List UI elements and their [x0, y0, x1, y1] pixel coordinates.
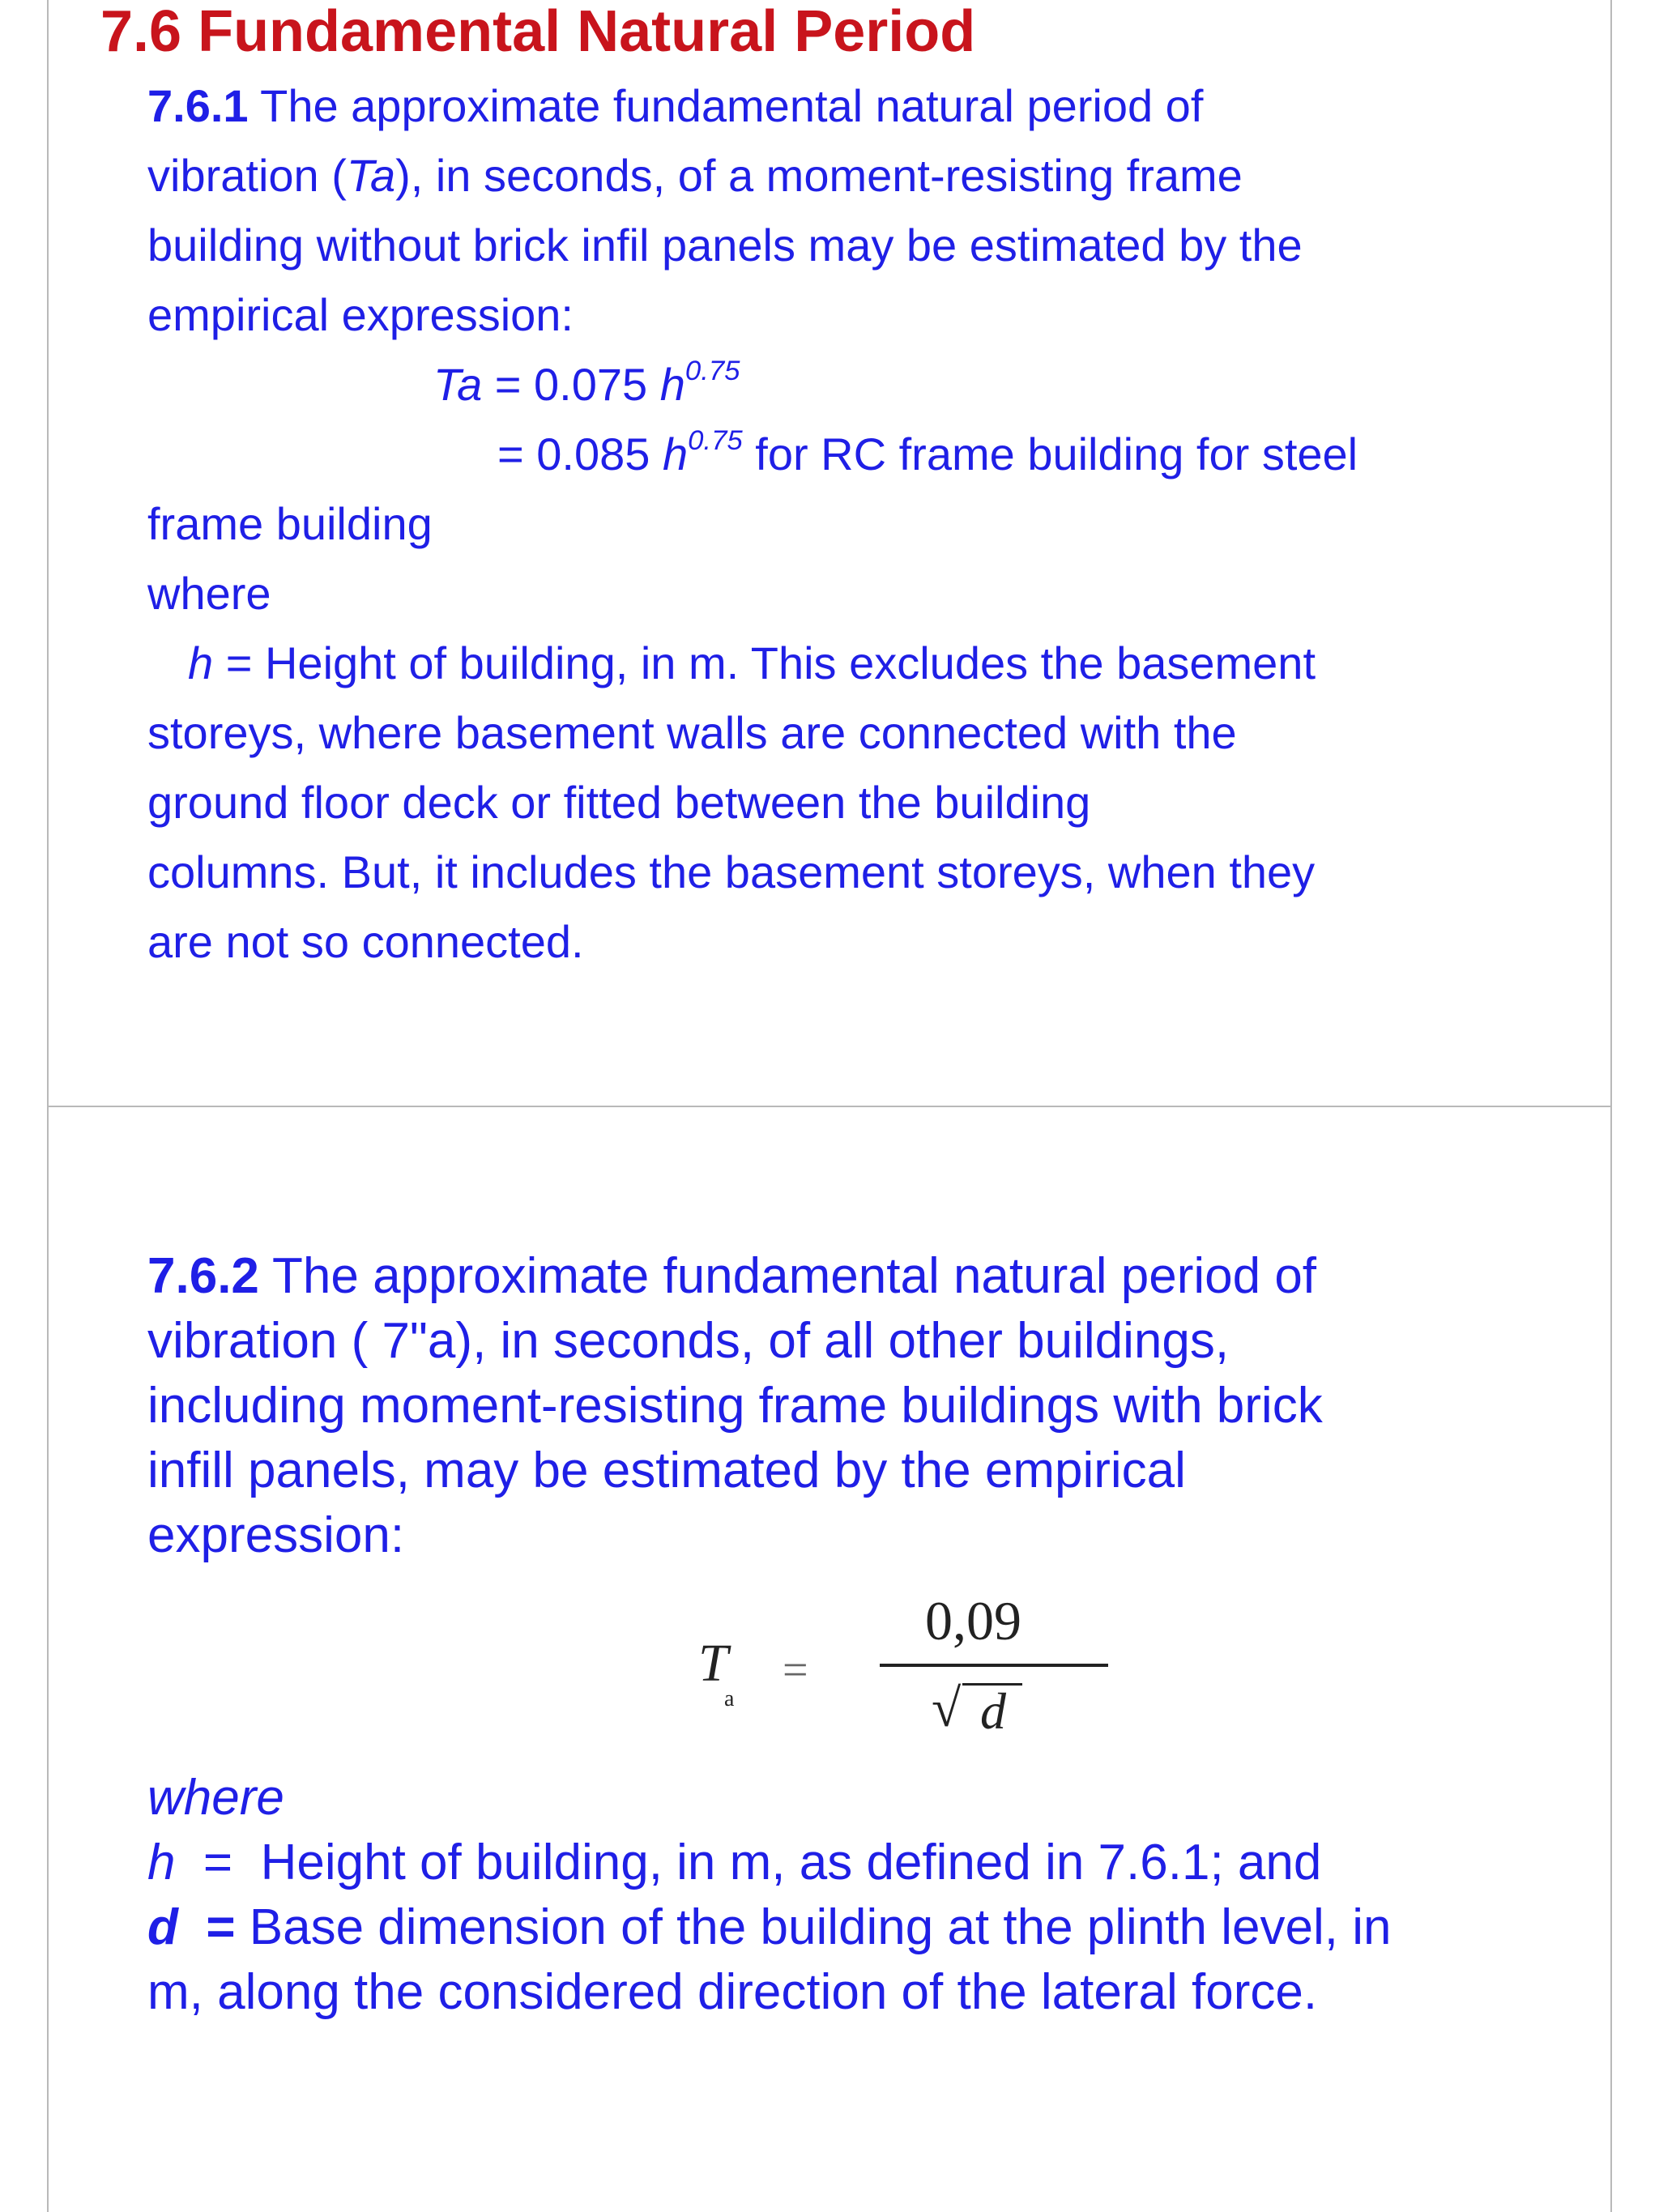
clause-7-6-2-line-1: 7.6.2 The approximate fundamental natural period of [147, 1248, 1317, 1304]
clause-7-6-2-line-2: vibration ( 7"a), in seconds, of all other buildings, [147, 1313, 1230, 1369]
clause-number: 7.6.2 [147, 1248, 259, 1304]
formula-denominator-var: d [980, 1682, 1006, 1740]
definition-d-line-2: m, along the considered direction of the lateral force. [147, 1964, 1318, 2020]
clause-7-6-2-line-4: infill panels, may be estimated by the empirical [147, 1443, 1186, 1498]
formula-sqrt: √ [932, 1679, 962, 1738]
section-title: 7.6 Fundamental Natural Period [100, 0, 976, 64]
definition-h-line-4: columns. But, it includes the basement storeys, when they [147, 846, 1316, 897]
definition-h: h = Height of building, in m, as defined in 7.6.1; and [147, 1835, 1322, 1890]
definition-h-line-3: ground floor deck or fitted between the building [147, 777, 1091, 828]
clause-7-6-2-line-3: including moment-resisting frame buildings with brick [147, 1378, 1323, 1434]
clause-7-6-1-line-2: vibration (Ta), in seconds, of a moment-resisting frame [147, 150, 1243, 201]
equation-steel: = 0.085 $h^{0.75}$ for RC frame building for steel [497, 425, 1358, 479]
equation-concrete: Ta = 0.075 $h^{0.75}$ [433, 356, 740, 410]
fraction-bar [880, 1664, 1108, 1667]
where-label-2: where [147, 1770, 284, 1826]
clause-7-6-1-line-1: 7.6.1 The approximate fundamental natural period of [147, 80, 1204, 131]
formula-lhs-subscript: a [724, 1686, 735, 1711]
clause-7-6-1-line-4: empirical expression: [147, 289, 574, 340]
clause-7-6-2-line-5: expression: [147, 1507, 405, 1563]
formula-equals: = [783, 1645, 808, 1695]
clause-7-6-1-line-3: building without brick infil panels may be estimated by the [147, 219, 1303, 271]
formula-lhs: T [698, 1634, 728, 1693]
where-label-1: where [147, 568, 271, 619]
definition-h-line-2: storeys, where basement walls are connected with the [147, 707, 1237, 758]
definition-h-line-1: h = Height of building, in m. This excludes the basement [188, 637, 1316, 688]
clause-number: 7.6.1 [147, 80, 249, 131]
formula-numerator: 0,09 [925, 1590, 1021, 1652]
equation-steel-continuation: frame building [147, 498, 433, 549]
definition-d-line-1: d = Base dimension of the building at the plinth level, in [147, 1899, 1392, 1955]
definition-h-line-5: are not so connected. [147, 916, 584, 967]
